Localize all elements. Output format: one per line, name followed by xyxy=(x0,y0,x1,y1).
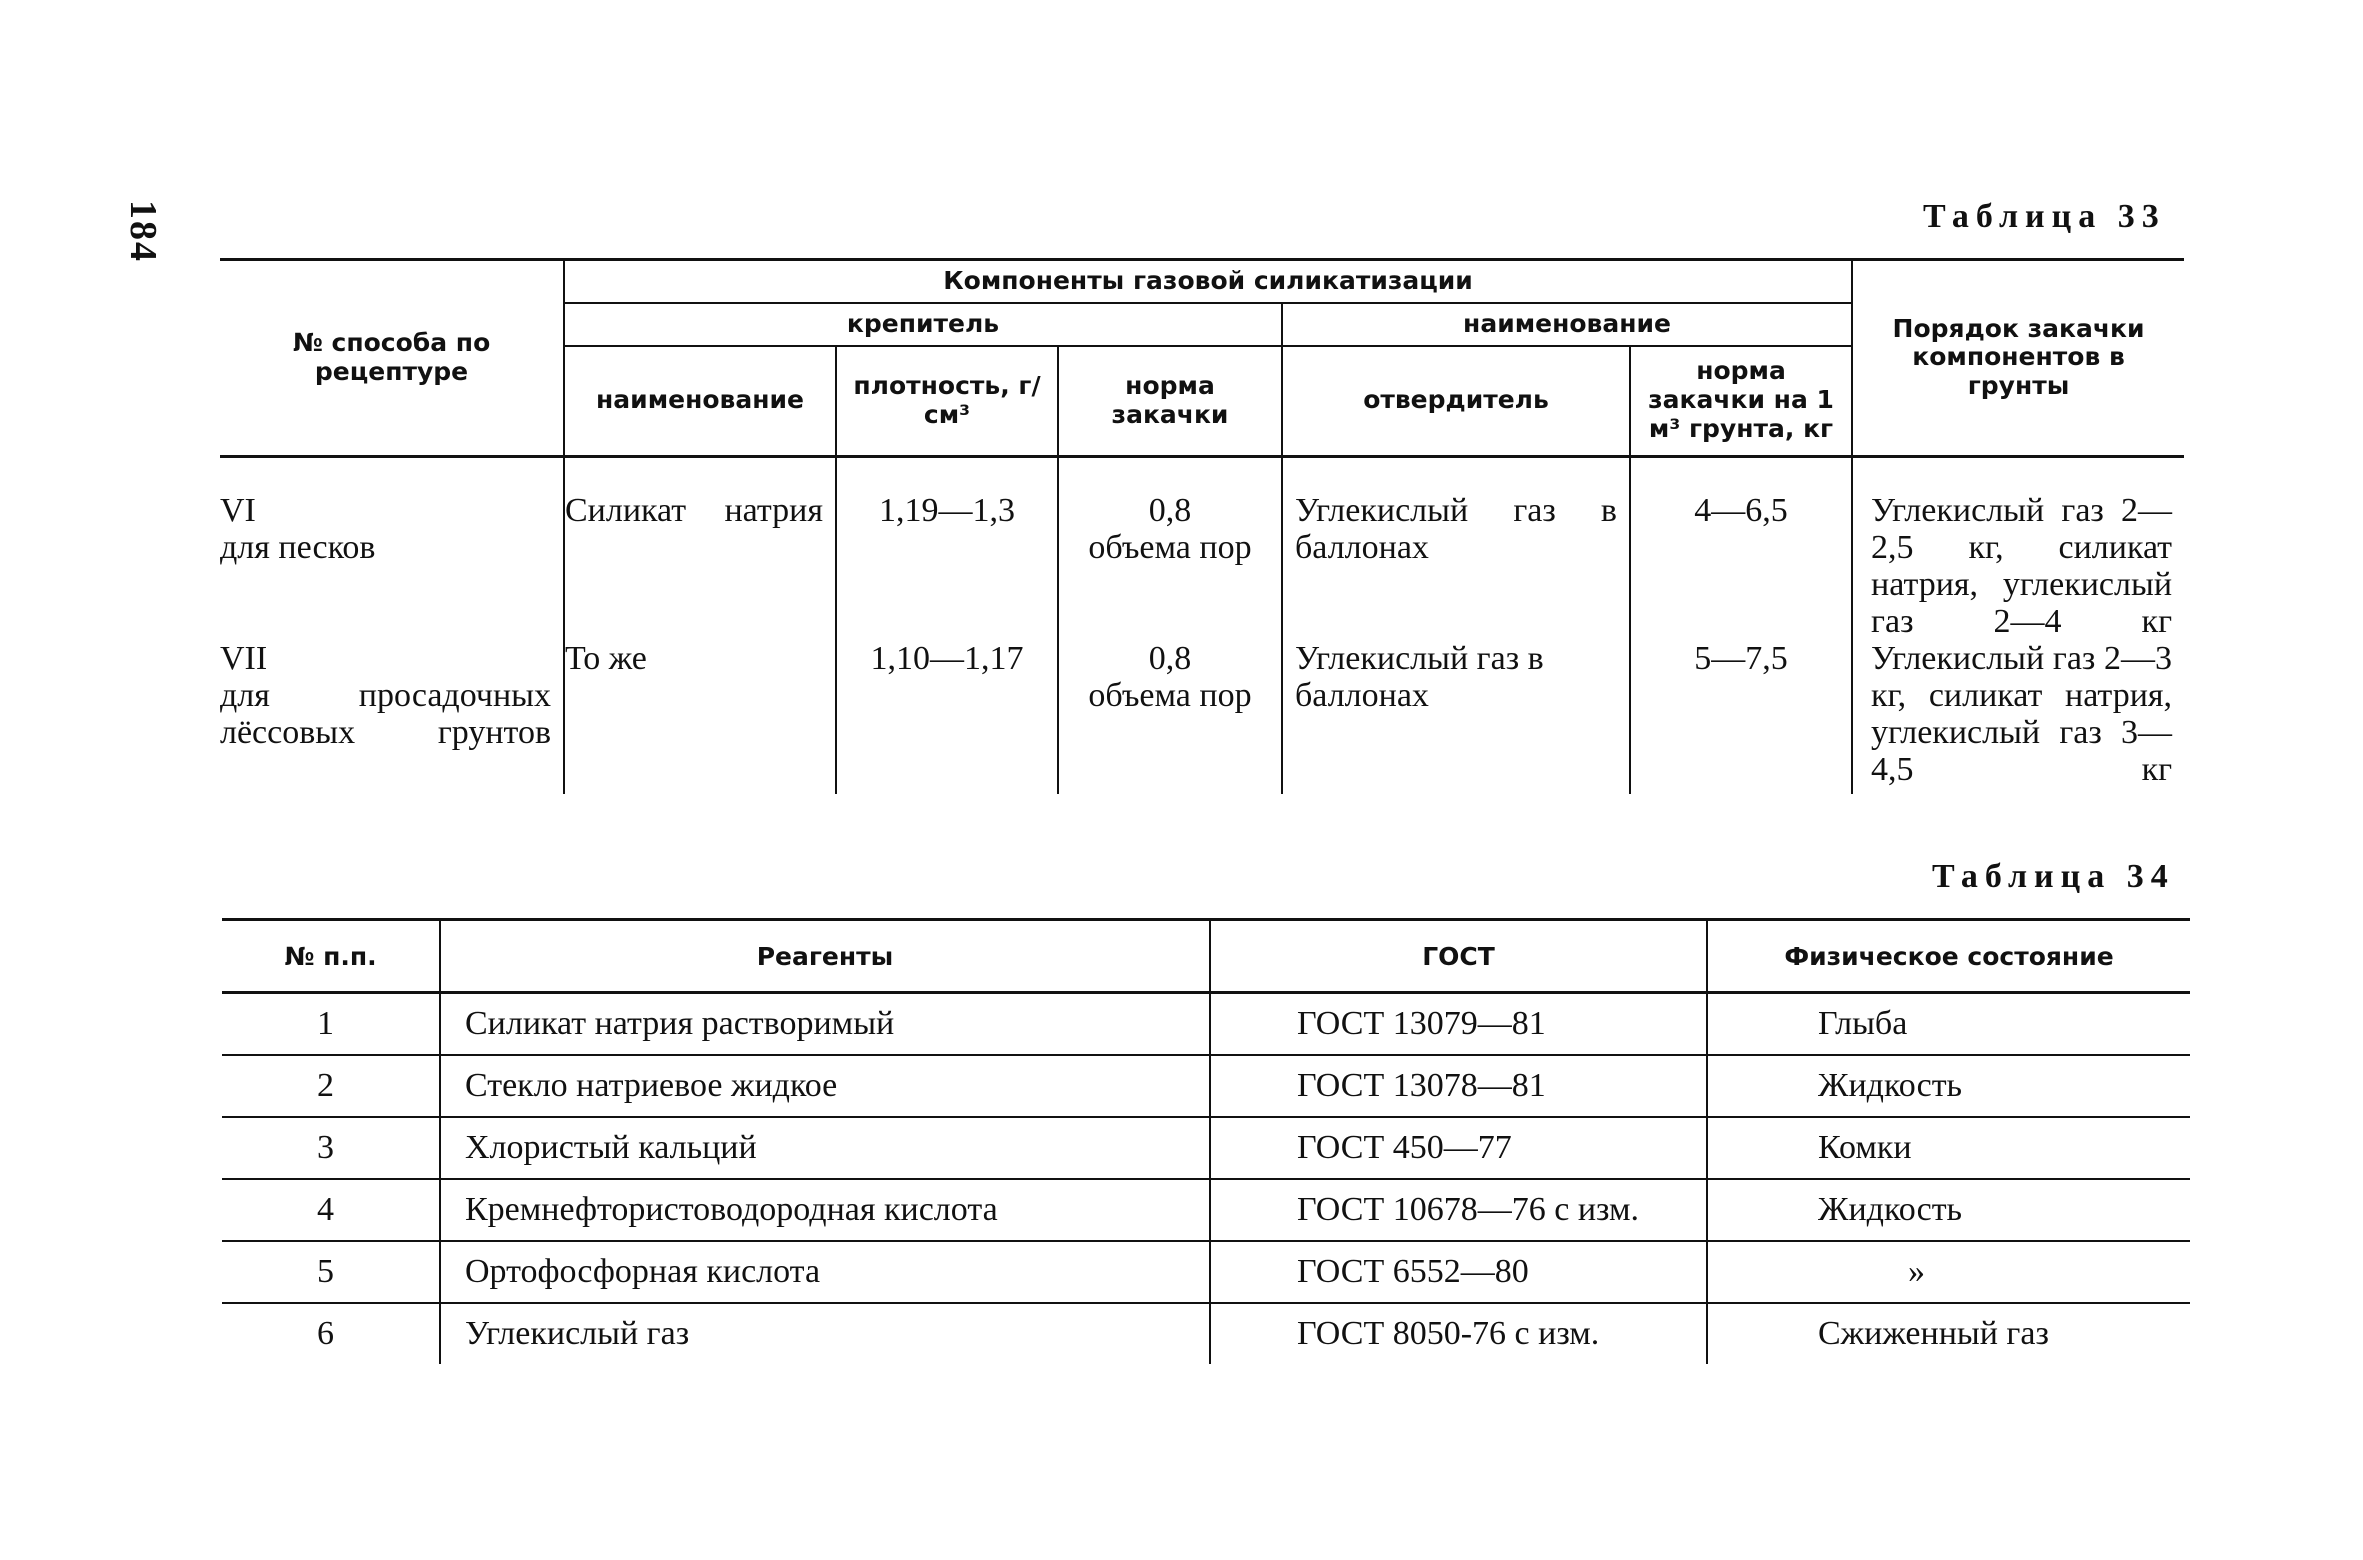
injection-norm-value: 0,8 xyxy=(1148,639,1192,677)
reagent-name: Силикат натрия растворимый xyxy=(440,993,1210,1056)
header-components: Компоненты газовой силикатизации xyxy=(564,260,1852,303)
hardener-name: Углекислый газ в баллонах xyxy=(1282,640,1630,794)
header-physical-state: Физическое состояние xyxy=(1707,920,2190,993)
method-description: для песков xyxy=(220,528,376,566)
physical-state: Комки xyxy=(1707,1117,2190,1179)
component-name: Силикат натрия xyxy=(564,456,836,640)
physical-state: Жидкость xyxy=(1707,1055,2190,1117)
row-number: 5 xyxy=(222,1241,440,1303)
physical-state: Сжиженный газ xyxy=(1707,1303,2190,1364)
header-order: Порядок закачки компонентов в грунты xyxy=(1852,260,2184,457)
table-row xyxy=(222,993,2190,1056)
header-fixer: крепитель xyxy=(564,303,1282,346)
reagent-name: Ортофосфорная кислота xyxy=(440,1241,1210,1303)
reagent-name: Кремнефтористоводородная кислота xyxy=(440,1179,1210,1241)
header-norm-per-m3: норма закачки на 1 м³ грунта, кг xyxy=(1630,346,1852,457)
injection-norm-unit: объема пор xyxy=(1088,676,1252,714)
component-name: То же xyxy=(564,640,836,794)
table-34-title: Таблица 34 xyxy=(1932,858,2175,895)
density-value: 1,19—1,3 xyxy=(836,456,1058,640)
injection-order: Углекислый газ 2—2,5 кг, силикат натрия, углекислый газ 2—4 кг xyxy=(1852,456,2184,640)
header-naming: наименование xyxy=(1282,303,1852,346)
header-hardener: отвердитель xyxy=(1282,346,1630,457)
table-33 xyxy=(220,258,2184,794)
injection-norm-cell xyxy=(1058,640,1282,794)
table-row xyxy=(222,1117,2190,1179)
injection-norm-unit: объема пор xyxy=(1088,528,1252,566)
row-number: 2 xyxy=(222,1055,440,1117)
physical-state: Жидкость xyxy=(1707,1179,2190,1241)
header-density: плотность, г/см³ xyxy=(836,346,1058,457)
header-injection-norm: норма закачки xyxy=(1058,346,1282,457)
table-row xyxy=(222,1303,2190,1364)
header-name: наименование xyxy=(564,346,836,457)
physical-state: Глыба xyxy=(1707,993,2190,1056)
injection-norm-cell xyxy=(1058,456,1282,640)
table-row xyxy=(222,1179,2190,1241)
method-cell xyxy=(220,640,564,794)
table-row xyxy=(220,456,2184,640)
header-gost: ГОСТ xyxy=(1210,920,1707,993)
method-description: для просадочных лёссовых грунтов xyxy=(220,676,551,751)
header-number: № п.п. xyxy=(222,920,440,993)
gost-code: ГОСТ 13078—81 xyxy=(1210,1055,1707,1117)
norm-per-m3-value: 5—7,5 xyxy=(1630,640,1852,794)
header-reagents: Реагенты xyxy=(440,920,1210,993)
method-number: VI xyxy=(220,491,256,529)
physical-state: » xyxy=(1707,1241,2190,1303)
gost-code: ГОСТ 10678—76 с изм. xyxy=(1210,1179,1707,1241)
injection-norm-value: 0,8 xyxy=(1148,491,1192,529)
table-34 xyxy=(222,918,2190,1364)
row-number: 4 xyxy=(222,1179,440,1241)
reagent-name: Углекислый газ xyxy=(440,1303,1210,1364)
gost-code: ГОСТ 8050-76 с изм. xyxy=(1210,1303,1707,1364)
reagent-name: Хлористый кальций xyxy=(440,1117,1210,1179)
method-cell xyxy=(220,456,564,640)
gost-code: ГОСТ 6552—80 xyxy=(1210,1241,1707,1303)
norm-per-m3-value: 4—6,5 xyxy=(1630,456,1852,640)
gost-code: ГОСТ 450—77 xyxy=(1210,1117,1707,1179)
page-number: 184 xyxy=(122,200,164,263)
injection-order: Углекислый газ 2—3 кг, силикат натрия, углекислый газ 3—4,5 кг xyxy=(1852,640,2184,794)
row-number: 6 xyxy=(317,1315,334,1352)
header-method: № способа по рецептуре xyxy=(220,260,564,457)
table-33-title: Таблица 33 xyxy=(1923,198,2166,235)
gost-code: ГОСТ 13079—81 xyxy=(1210,993,1707,1056)
table-row xyxy=(222,1241,2190,1303)
hardener-name: Углекислый газ в баллонах xyxy=(1282,456,1630,640)
table-row xyxy=(222,1055,2190,1117)
reagent-name: Стекло натриевое жидкое xyxy=(440,1055,1210,1117)
row-number: 3 xyxy=(222,1117,440,1179)
density-value: 1,10—1,17 xyxy=(836,640,1058,794)
method-number: VII xyxy=(220,639,268,677)
row-number: 1 xyxy=(222,993,440,1056)
table-row xyxy=(220,640,2184,794)
